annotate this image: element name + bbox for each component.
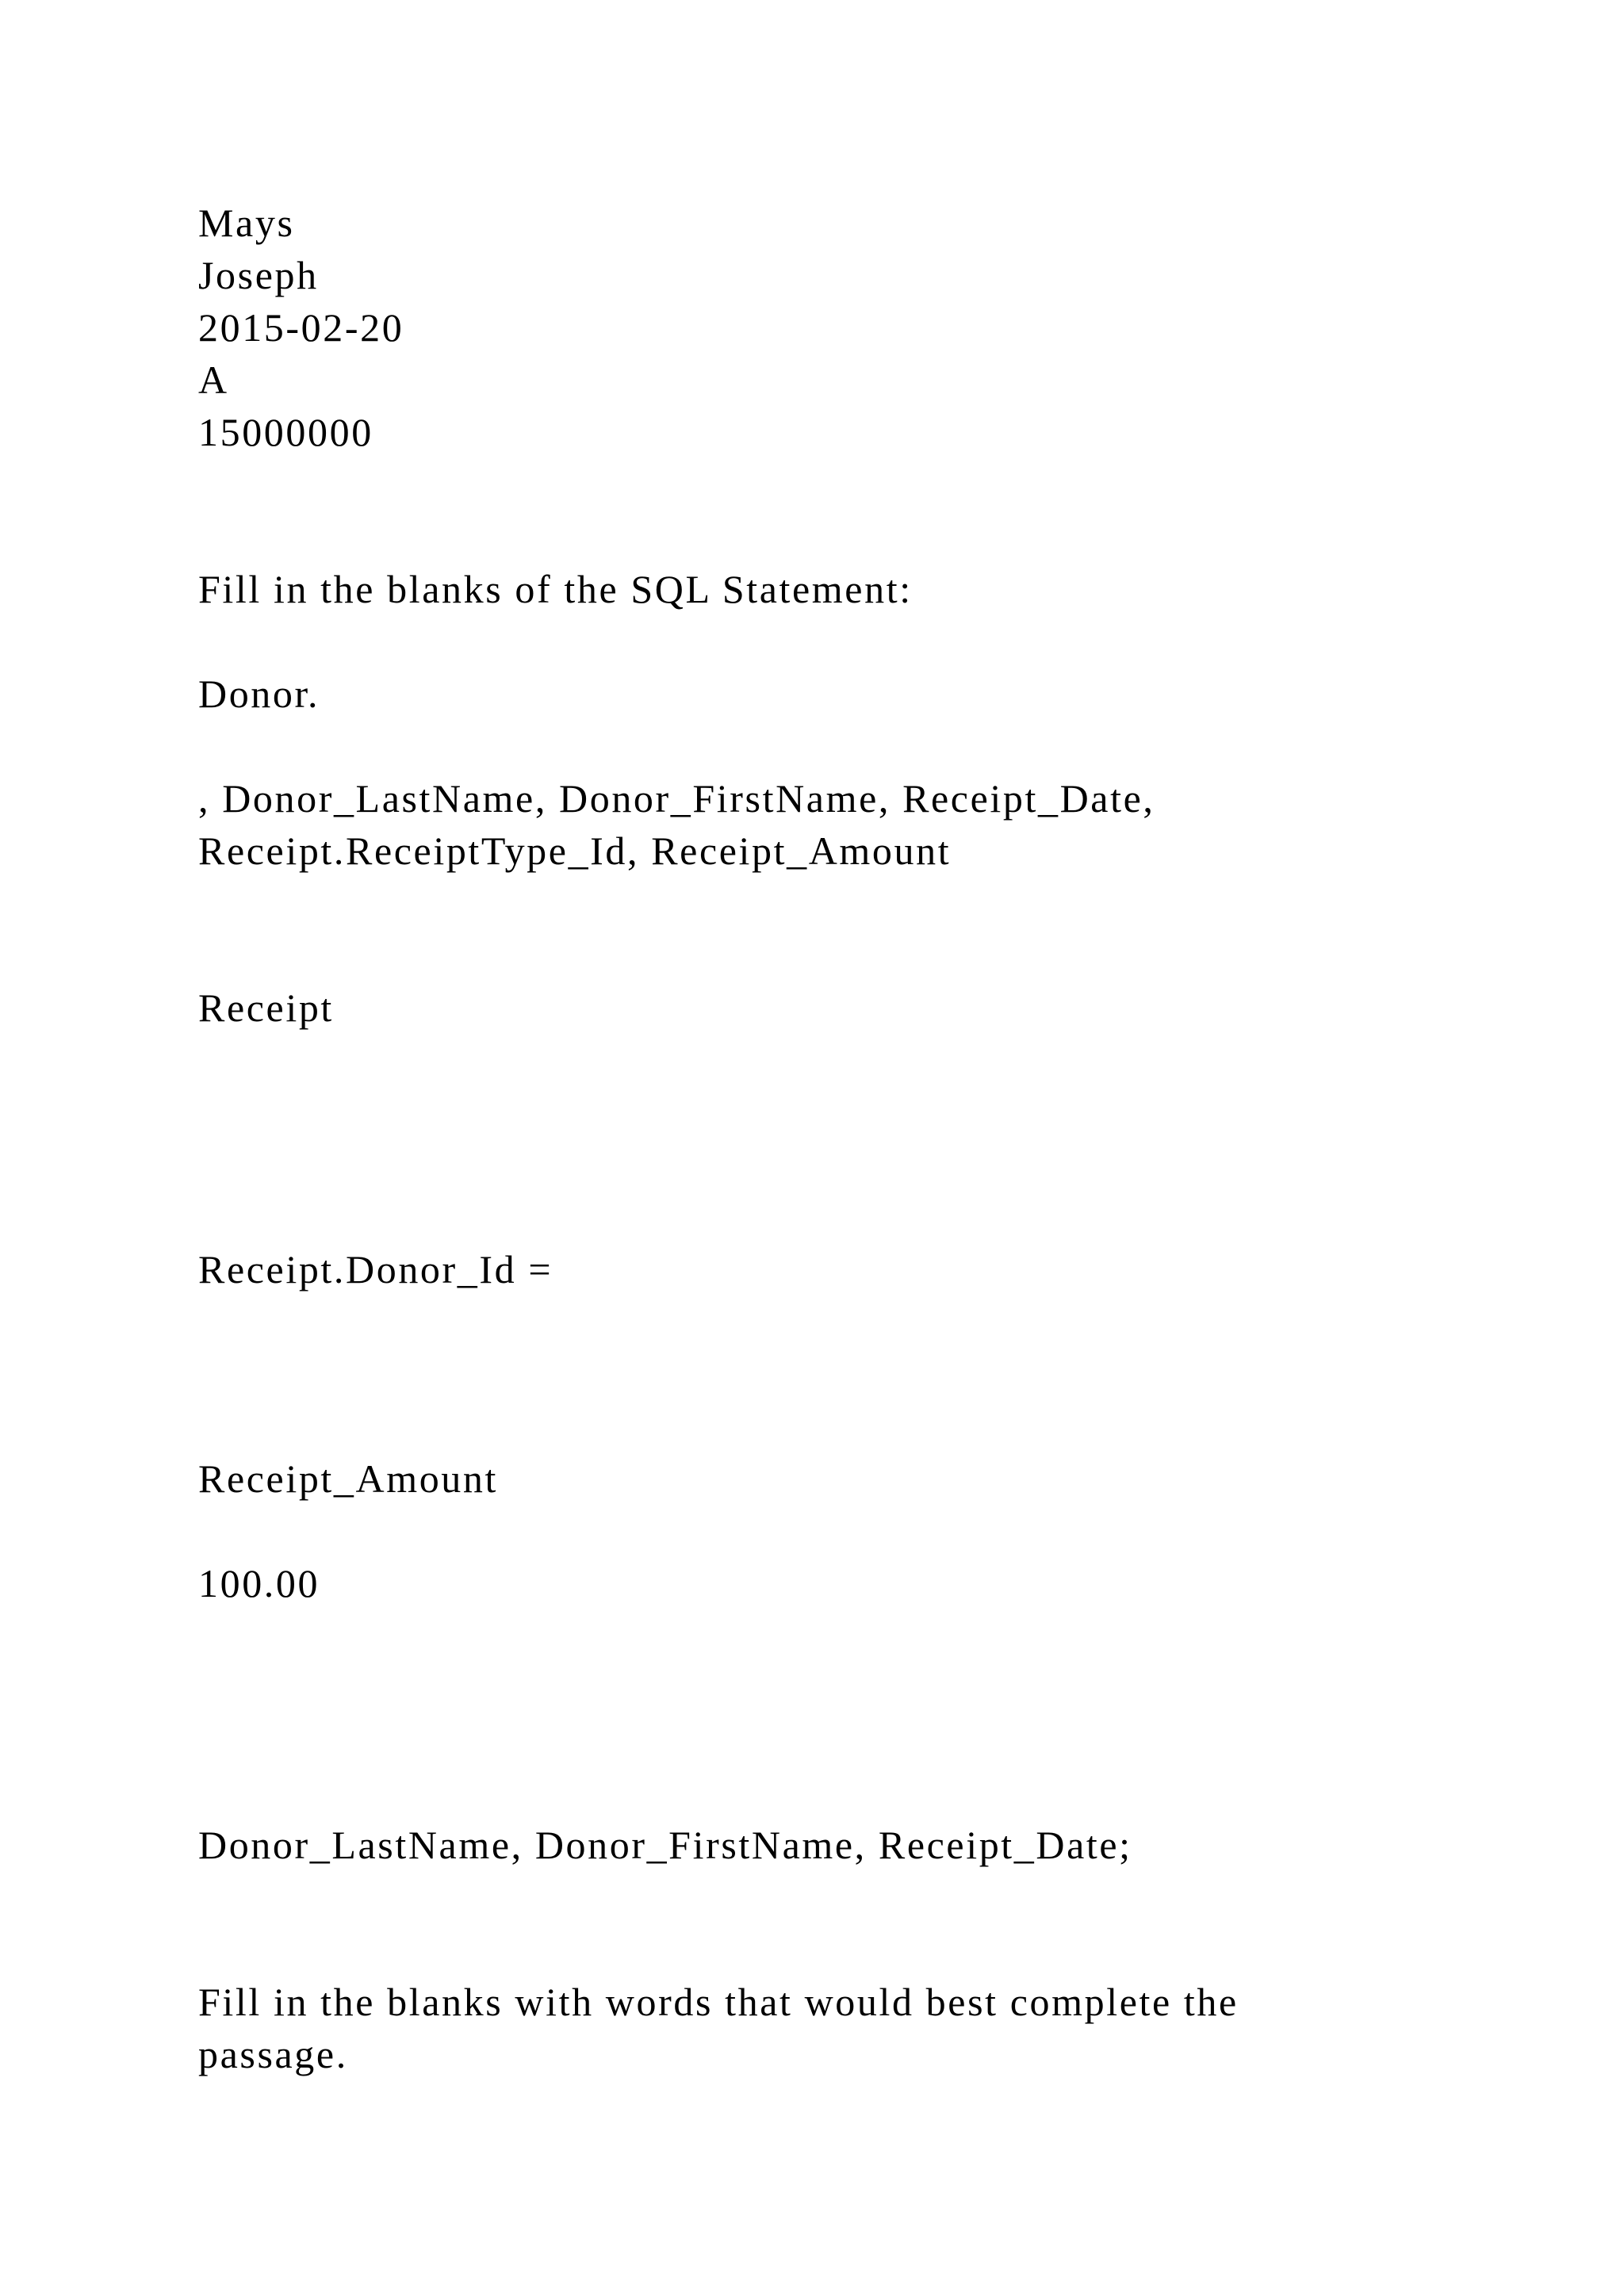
sql-line-columns-1: , Donor_LastName, Donor_FirstName, Receipt_Date, bbox=[198, 776, 1155, 821]
sql-line-join-condition: Receipt.Donor_Id = bbox=[198, 1247, 553, 1292]
sql-line-columns-2: Receipt.ReceiptType_Id, Receipt_Amount bbox=[198, 828, 952, 873]
passage-question-prompt-line2: passage. bbox=[198, 2032, 348, 2076]
record-first-name: Joseph bbox=[198, 253, 319, 297]
record-type: A bbox=[198, 358, 229, 402]
passage-question-prompt-line1: Fill in the blanks with words that would best complete the bbox=[198, 1980, 1239, 2024]
sql-line-where-value: 100.00 bbox=[198, 1561, 320, 1605]
sql-line-select-table: Donor. bbox=[198, 672, 320, 716]
record-amount: 15000000 bbox=[198, 410, 373, 454]
sql-line-from-table: Receipt bbox=[198, 985, 334, 1030]
sql-question-prompt: Fill in the blanks of the SQL Statement: bbox=[198, 567, 913, 611]
sql-line-order-by: Donor_LastName, Donor_FirstName, Receipt_Date; bbox=[198, 1823, 1132, 1867]
sql-line-where-column: Receipt_Amount bbox=[198, 1456, 499, 1501]
record-date: 2015-02-20 bbox=[198, 305, 404, 350]
record-last-name: Mays bbox=[198, 201, 295, 245]
